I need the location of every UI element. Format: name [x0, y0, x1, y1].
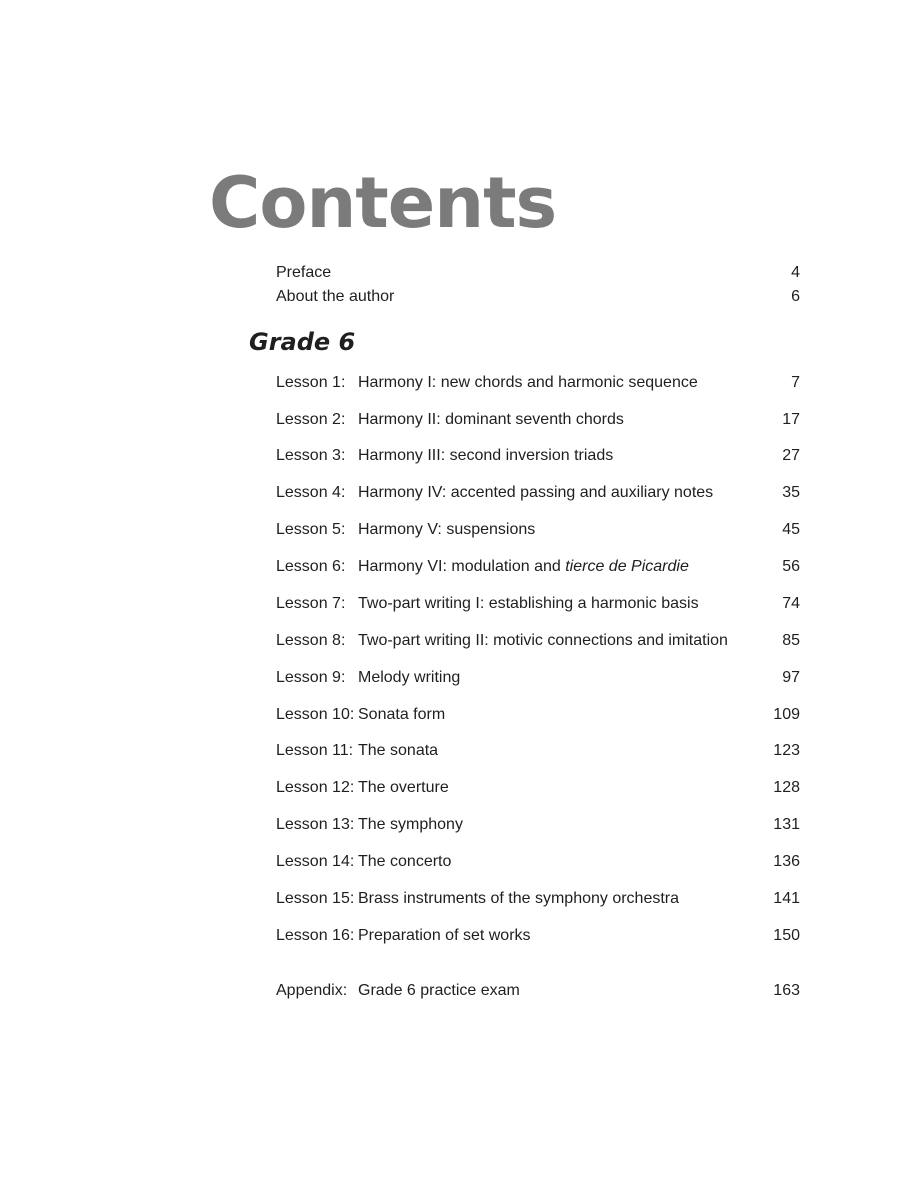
lesson-title: The concerto	[358, 853, 452, 870]
toc-entry-lesson-7	[276, 593, 800, 615]
entry-page-number: 27	[782, 447, 800, 464]
lesson-title: Sonata form	[358, 706, 446, 723]
toc-entry-lesson-1	[276, 372, 800, 394]
lesson-title-italic: tierce de Picardie	[565, 558, 689, 575]
lesson-number: Lesson 15:	[276, 890, 355, 907]
section-heading: Grade 6	[249, 328, 356, 356]
entry-page-number: 123	[773, 742, 800, 759]
toc-entry-lesson-3	[276, 445, 800, 467]
entry-page-number: 6	[791, 288, 800, 305]
lesson-title: Harmony II: dominant seventh chords	[358, 411, 624, 428]
toc-entry-lesson-16	[276, 925, 800, 947]
toc-entry-lesson-6	[276, 556, 800, 578]
entry-page-number: 56	[782, 558, 800, 575]
toc-entry-preface	[276, 262, 800, 284]
lesson-number: Lesson 7:	[276, 595, 346, 612]
appendix-label: Appendix:	[276, 982, 348, 999]
lesson-title: Harmony I: new chords and harmonic sequence	[358, 374, 698, 391]
entry-page-number: 141	[773, 890, 800, 907]
lesson-number: Lesson 4:	[276, 484, 346, 501]
entry-page-number: 150	[773, 927, 800, 944]
entry-page-number: 131	[773, 816, 800, 833]
lesson-number: Lesson 6:	[276, 558, 346, 575]
lesson-number: Lesson 3:	[276, 447, 346, 464]
lesson-number: Lesson 9:	[276, 669, 346, 686]
lesson-title-text: Harmony VI: modulation and	[358, 558, 566, 575]
lesson-number: Lesson 13:	[276, 816, 355, 833]
lesson-title: The overture	[358, 779, 449, 796]
toc-entry-lesson-12	[276, 777, 800, 799]
toc-entry-lesson-14	[276, 851, 800, 873]
entry-page-number: 17	[782, 411, 800, 428]
entry-page-number: 4	[791, 264, 800, 281]
lesson-title: Two-part writing I: establishing a harmonic basis	[358, 595, 699, 612]
lesson-title	[358, 556, 689, 578]
lesson-number: Lesson 8:	[276, 632, 346, 649]
lesson-title: Melody writing	[358, 669, 461, 686]
entry-page-number: 74	[782, 595, 800, 612]
entry-page-number: 7	[791, 374, 800, 391]
entry-page-number: 109	[773, 706, 800, 723]
entry-page-number: 136	[773, 853, 800, 870]
toc-entry-lesson-2	[276, 409, 800, 431]
lesson-title: Harmony III: second inversion triads	[358, 447, 614, 464]
lesson-title: The sonata	[358, 742, 439, 759]
toc-entry-lesson-4	[276, 482, 800, 504]
toc-entry-lesson-8	[276, 630, 800, 652]
lesson-title: Preparation of set works	[358, 927, 531, 944]
lesson-number: Lesson 16:	[276, 927, 355, 944]
entry-page-number: 35	[782, 484, 800, 501]
lesson-number: Lesson 2:	[276, 411, 346, 428]
entry-page-number: 128	[773, 779, 800, 796]
page-title: Contents	[209, 162, 557, 244]
lesson-number: Lesson 14:	[276, 853, 355, 870]
entry-title: About the author	[276, 288, 395, 305]
toc-entry-lesson-11	[276, 740, 800, 762]
entry-title: Preface	[276, 264, 332, 281]
entry-page-number: 45	[782, 521, 800, 538]
lesson-number: Lesson 12:	[276, 779, 355, 796]
lesson-number: Lesson 5:	[276, 521, 346, 538]
lesson-title: Harmony V: suspensions	[358, 521, 536, 538]
toc-entry-lesson-10	[276, 704, 800, 726]
entry-page-number: 97	[782, 669, 800, 686]
appendix-title: Grade 6 practice exam	[358, 982, 520, 999]
toc-entry-lesson-9	[276, 667, 800, 689]
lesson-title: Harmony IV: accented passing and auxiliary notes	[358, 484, 714, 501]
toc-entry-appendix	[276, 980, 800, 1002]
lesson-title: Brass instruments of the symphony orchestra	[358, 890, 680, 907]
toc-entry-lesson-13	[276, 814, 800, 836]
lesson-number: Lesson 11:	[276, 742, 354, 759]
entry-page-number: 85	[782, 632, 800, 649]
lesson-title: Two-part writing II: motivic connections and imitation	[358, 632, 728, 649]
lesson-number: Lesson 1:	[276, 374, 346, 391]
toc-entry-lesson-15	[276, 888, 800, 910]
entry-page-number: 163	[773, 982, 800, 999]
toc-entry-lesson-5	[276, 519, 800, 541]
lesson-number: Lesson 10:	[276, 706, 355, 723]
toc-entry-about-author	[276, 286, 800, 308]
lesson-title: The symphony	[358, 816, 463, 833]
